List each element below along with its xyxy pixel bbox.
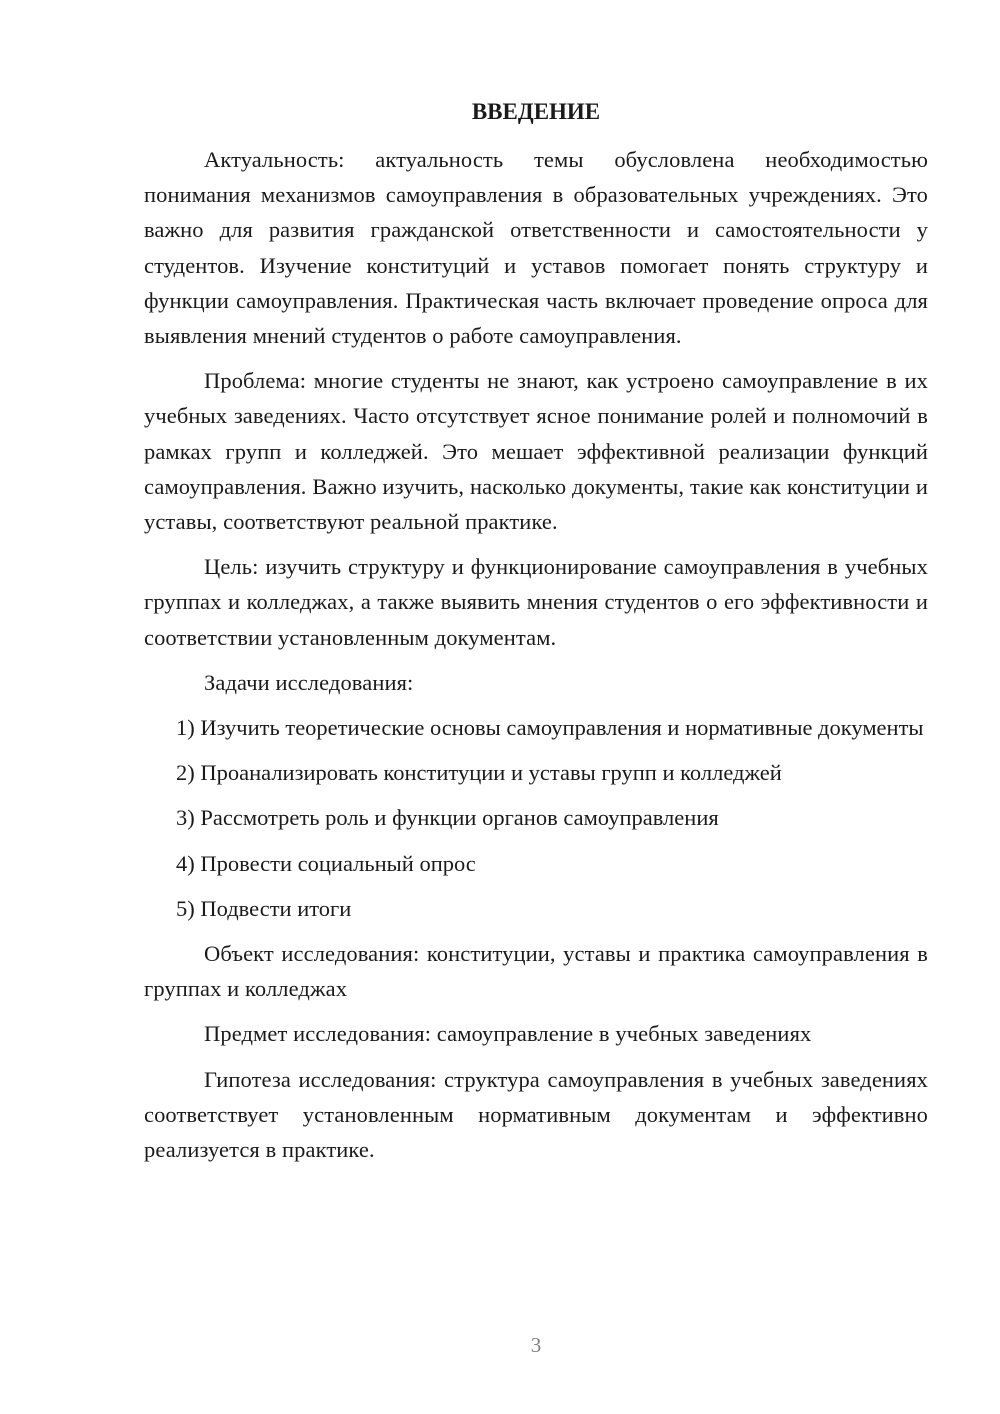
paragraph-tasks-title: Задачи исследования: [204,669,414,695]
list-item: 2) Проанализировать конституции и уставы групп и колледжей [176,760,782,786]
list-item: 4) Провести социальный опрос [176,850,476,876]
paragraph-object: Объект исследования: конституции, уставы и практика самоуправления в группах и колледжах [144,941,928,1002]
page-number: 3 [530,1333,542,1357]
list-item: 1) Изучить теоретические основы самоуправления и нормативные документы [176,715,924,741]
paragraph-goal: Цель: изучить структуру и функционирование самоуправления в учебных группах и колледжах, а также выявить мнения студентов о его эффективности и соответствии установленным документам. [144,554,928,650]
paragraph-relevance: Актуальность: актуальность темы обусловлена необходимостью понимания механизмов самоуправления в образовательных учреждениях. Это важно для развития гражданской ответственности и самостоятельности у студентов. Изучение конституций и уставов помогает понять структуру и функции самоуправления. Практическая часть включает проведение опроса для выявления мнений студентов о работе самоуправления. [144,147,928,349]
page-title: ВВЕДЕНИЕ [471,99,601,124]
list-item: 5) Подвести итоги [176,895,352,921]
text-column [144,96,928,1177]
paragraph-problem: Проблема: многие студенты не знают, как устроено самоуправление в их учебных заведениях. Часто отсутствует ясное понимание ролей и полномочий в рамках групп и колледжей. Это мешает эффективной реализации функций самоуправления. Важно изучить, насколько документы, такие как конституции и уставы, соответствуют реальной практике. [144,368,928,535]
paragraph-subject: Предмет исследования: самоуправление в учебных заведениях [204,1021,812,1047]
tasks-list [144,710,928,926]
paragraph-hypothesis: Гипотеза исследования: структура самоуправления в учебных заведениях соответствует установленным нормативным документам и эффективно реализуется в практике. [144,1066,928,1163]
list-item: 3) Рассмотреть роль и функции органов самоуправления [176,805,719,831]
